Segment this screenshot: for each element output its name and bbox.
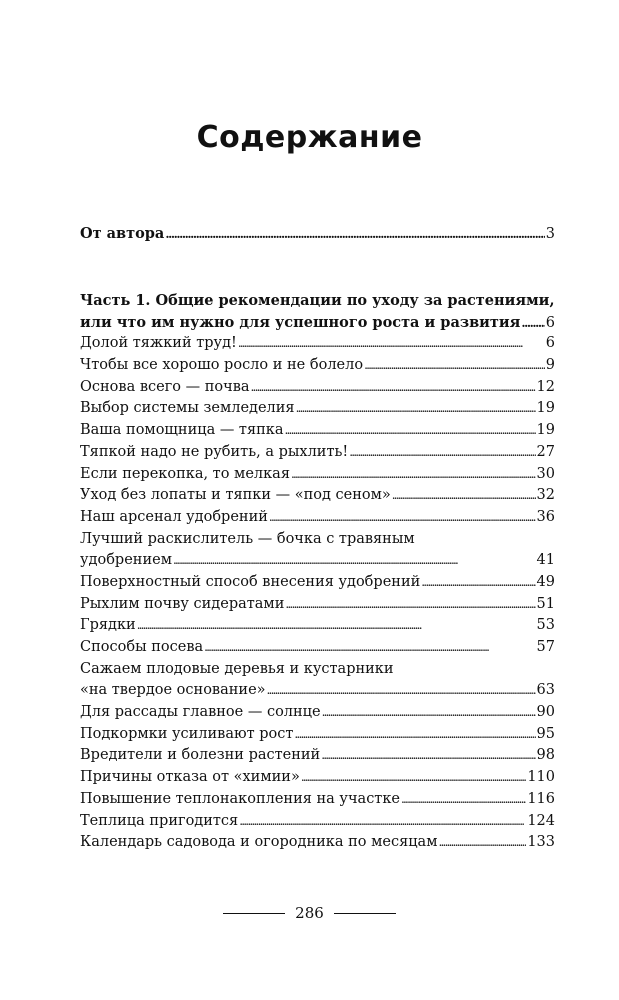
toc-entry-page: 27 [536, 443, 555, 460]
toc-entry-label: Тяпкой надо не рубить, а рыхлить! [80, 443, 349, 460]
toc-entry-label: Рыхлим почву сидератами [80, 595, 285, 612]
dot-leader [251, 377, 536, 399]
toc-entry-line1: Сажаем плодовые деревья и кустарники [80, 660, 394, 677]
toc-entry-label: Календарь садовода и огородника по месяцам [80, 834, 438, 851]
toc-entry-page: 90 [536, 704, 555, 721]
toc-entry[interactable] [80, 811, 555, 833]
toc-entry[interactable] [80, 832, 555, 854]
toc-entry[interactable] [80, 680, 555, 702]
dot-leader [401, 789, 526, 811]
dot-leader [392, 485, 536, 507]
page-footer [0, 904, 619, 922]
toc-entry[interactable] [80, 572, 555, 594]
toc-entry-page: 98 [536, 747, 555, 764]
footer-rule-left [223, 913, 285, 914]
footer-rule-right [334, 913, 396, 914]
toc-entry-page: 3 [545, 226, 555, 242]
dot-leader [364, 355, 545, 377]
toc-entry-author[interactable] [80, 223, 555, 245]
toc-entry-label: или что им нужно для успешного роста и развития [80, 313, 521, 331]
toc-entry-label: Подкормки усиливают рост [80, 725, 294, 742]
toc-entry-label: Способы посева [80, 639, 204, 655]
toc-entry-page: 32 [536, 487, 555, 504]
toc-entry[interactable] [80, 594, 555, 616]
toc-entry-list [80, 333, 555, 854]
toc-entry-label: Повышение теплонакопления на участке [80, 790, 400, 807]
toc-entry[interactable] [80, 789, 555, 811]
toc-entry-label: «на твердое основание» [80, 682, 266, 699]
part-heading-line1: Часть 1. Общие рекомендации по уходу за растениями, [80, 292, 555, 309]
dot-leader [165, 223, 544, 246]
toc-entry-page: 51 [536, 595, 555, 612]
toc-entry[interactable] [80, 464, 555, 486]
toc-entry-label: Для рассады главное — солнце [80, 704, 321, 721]
dot-leader [301, 767, 526, 789]
page-title: Содержание [196, 120, 423, 155]
toc-entry[interactable] [80, 767, 555, 789]
toc-author-section [80, 223, 555, 245]
toc-entry-page: 53 [536, 617, 555, 634]
toc-entry[interactable] [80, 377, 555, 399]
dot-leader [137, 615, 536, 637]
toc-entry-page: 57 [536, 639, 555, 655]
toc-entry-label: удобрением [80, 552, 172, 569]
toc-entry-label: Грядки [80, 617, 136, 634]
toc-entry[interactable] [80, 724, 555, 746]
toc-entry-page: 6 [545, 314, 555, 331]
toc-entry-page: 41 [536, 552, 555, 569]
toc-entry[interactable] [80, 550, 555, 572]
toc-entry-page: 6 [545, 335, 555, 352]
toc-entry-label: Причины отказа от «химии» [80, 769, 300, 786]
toc-entry-page: 12 [536, 378, 555, 395]
toc-entry-label: Поверхностный способ внесения удобрений [80, 573, 421, 590]
toc-entry-label: Наш арсенал удобрений [80, 508, 268, 525]
toc-entry[interactable] [80, 398, 555, 420]
dot-leader [284, 420, 535, 442]
dot-leader [239, 811, 526, 833]
toc-entry[interactable] [80, 615, 555, 637]
toc-entry-part1[interactable] [80, 312, 555, 334]
dot-leader [204, 637, 535, 659]
toc-entry-page: 124 [527, 812, 555, 829]
toc-entry-label: Чтобы все хорошо росло и не болело [80, 357, 364, 374]
toc-entry-label: Долой тяжкий труд! [80, 335, 237, 352]
toc-entry[interactable] [80, 442, 555, 464]
toc-entry-page: 49 [536, 573, 555, 590]
toc-entry-label: Уход без лопаты и тяпки — «под сеном» [80, 487, 391, 504]
toc-entry-page: 110 [527, 769, 555, 786]
toc-entry-page: 36 [536, 508, 555, 525]
dot-leader [321, 745, 535, 767]
dot-leader [285, 594, 535, 616]
toc-entry-page: 133 [527, 834, 555, 851]
dot-leader [296, 398, 536, 420]
page-number: 286 [295, 904, 324, 922]
toc-entry-page: 19 [536, 422, 555, 439]
toc-entry-page: 30 [536, 465, 555, 482]
toc-part1-section [80, 290, 555, 854]
toc-entry-label: Вредители и болезни растений [80, 747, 321, 764]
toc-entry-page: 95 [536, 725, 555, 742]
dot-leader [438, 832, 526, 854]
dot-leader [322, 702, 536, 724]
dot-leader [349, 442, 535, 464]
toc-entry[interactable] [80, 355, 555, 377]
toc-entry-label: Если перекопка, то мелкая [80, 465, 290, 482]
toc-entry[interactable] [80, 702, 555, 724]
dot-leader [267, 680, 536, 702]
dot-leader [421, 572, 535, 594]
toc-entry-page: 116 [527, 790, 555, 807]
toc-entry-page: 9 [545, 357, 555, 374]
toc-entry-label: Ваша помощница — тяпка [80, 422, 284, 439]
toc-entry-label: От автора [80, 225, 165, 242]
toc-entry-page: 63 [536, 682, 555, 699]
toc-entry-page: 19 [536, 400, 555, 417]
toc-entry-label: Выбор системы земледелия [80, 400, 295, 417]
toc-entry-label: Основа всего — почва [80, 378, 250, 395]
toc-entry[interactable] [80, 637, 555, 659]
dot-leader [238, 333, 545, 355]
dot-leader [521, 312, 544, 335]
toc-entry[interactable] [80, 507, 555, 529]
toc-entry[interactable] [80, 745, 555, 767]
toc-entry-line1: Лучший раскислитель — бочка с травяным [80, 530, 415, 547]
dot-leader [269, 507, 536, 529]
dot-leader [173, 550, 536, 572]
toc-entry-label: Теплица пригодится [80, 812, 239, 829]
toc-entry[interactable] [80, 420, 555, 442]
dot-leader [291, 464, 536, 486]
dot-leader [294, 724, 535, 746]
toc-entry[interactable] [80, 485, 555, 507]
toc-entry[interactable] [80, 333, 555, 355]
